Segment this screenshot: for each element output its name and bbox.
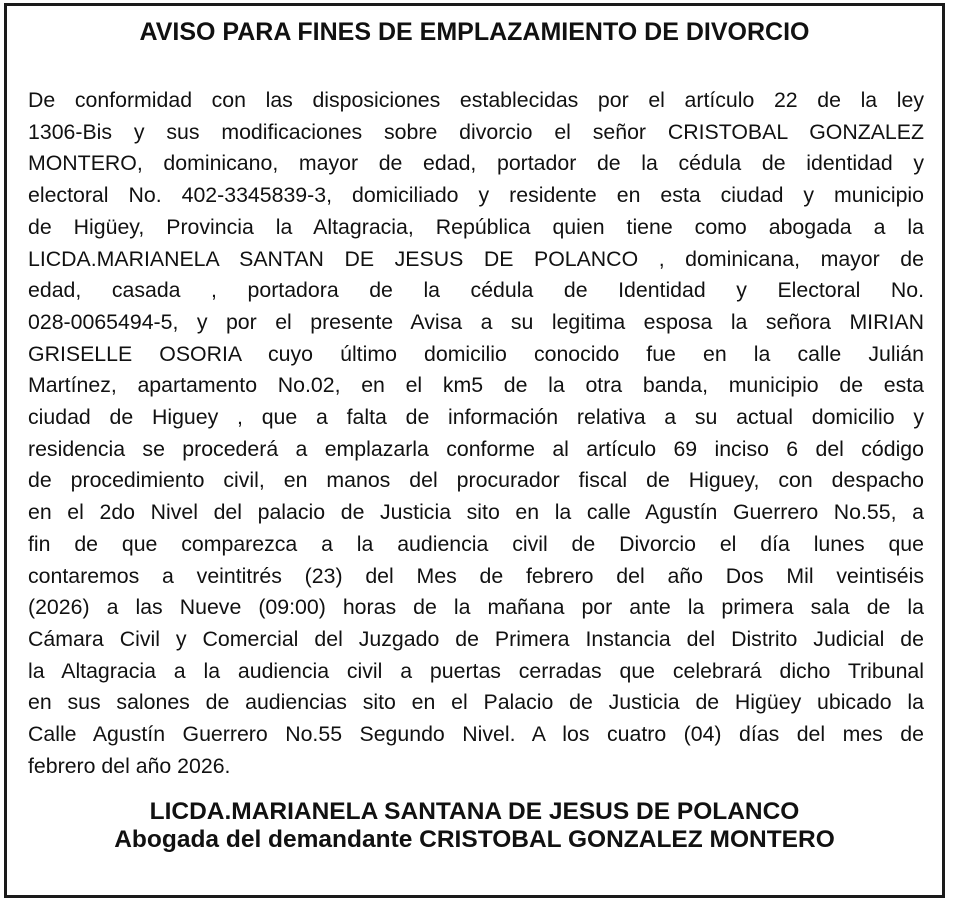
body-line: (2026) a las Nueve (09:00) horas de la mañana por ante la primera sala de la (28, 595, 924, 620)
signature-role: Abogada del demandante CRISTOBAL GONZALEZ MONTERO (114, 826, 835, 853)
body-line: ciudad de Higuey , que a falta de información relativa a su actual domicilio y (28, 405, 924, 430)
body-line: febrero del año 2026. (28, 753, 231, 778)
body-line: en sus salones de audiencias sito en el Palacio de Justicia de Higüey ubicado la (28, 690, 924, 715)
notice-body (28, 85, 924, 782)
body-line: residencia se procederá a emplazarla conforme al artículo 69 inciso 6 del código (28, 436, 924, 461)
body-line: MONTERO, dominicano, mayor de edad, portador de la cédula de identidad y (28, 151, 924, 176)
body-line: GRISELLE OSORIA cuyo último domicilio conocido fue en la calle Julián (28, 341, 924, 366)
body-line: edad, casada , portadora de la cédula de Identidad y Electoral No. (28, 278, 924, 303)
body-line: electoral No. 402-3345839-3, domiciliado y residente en esta ciudad y municipio (28, 183, 924, 208)
body-line: 028-0065494-5, y por el presente Avisa a su legitima esposa la señora MIRIAN (28, 309, 924, 334)
body-line: de Higüey, Provincia la Altagracia, República quien tiene como abogada a la (28, 214, 924, 239)
notice-frame (4, 3, 945, 898)
body-line: De conformidad con las disposiciones establecidas por el artículo 22 de la ley (28, 88, 924, 112)
body-line: fin de que comparezca a la audiencia civil de Divorcio el día lunes que (28, 531, 924, 556)
notice-title: AVISO PARA FINES DE EMPLAZAMIENTO DE DIVORCIO (139, 18, 810, 46)
body-line: Calle Agustín Guerrero No.55 Segundo Nivel. A los cuatro (04) días del mes de (28, 722, 924, 747)
body-line: de procedimiento civil, en manos del procurador fiscal de Higuey, con despacho (28, 468, 924, 493)
body-line: Martínez, apartamento No.02, en el km5 de la otra banda, municipio de esta (28, 373, 924, 398)
body-line: la Altagracia a la audiencia civil a puertas cerradas que celebrará dicho Tribunal (28, 658, 924, 683)
body-line: LICDA.MARIANELA SANTAN DE JESUS DE POLANCO , dominicana, mayor de (28, 246, 924, 271)
body-line: Cámara Civil y Comercial del Juzgado de Primera Instancia del Distrito Judicial de (28, 626, 924, 651)
signature-name: LICDA.MARIANELA SANTANA DE JESUS DE POLANCO (149, 798, 800, 825)
body-line: 1306-Bis y sus modificaciones sobre divorcio el señor CRISTOBAL GONZALEZ (28, 119, 924, 144)
body-line: contaremos a veintitrés (23) del Mes de febrero del año Dos Mil veintiséis (28, 563, 924, 588)
body-line: en el 2do Nivel del palacio de Justicia sito en la calle Agustín Guerrero No.55, a (28, 500, 924, 525)
